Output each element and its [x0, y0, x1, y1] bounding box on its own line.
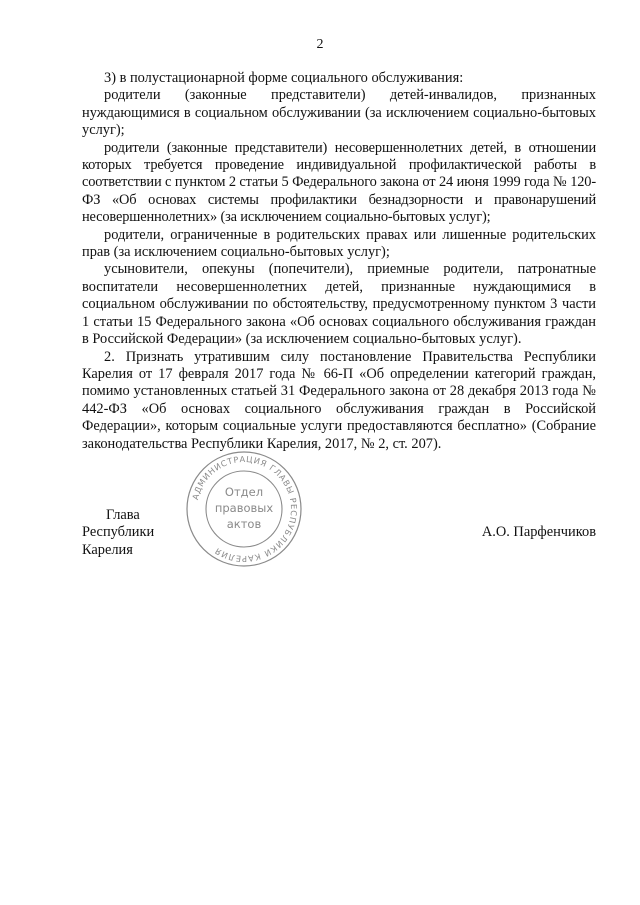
signer-title	[82, 507, 192, 559]
signer-title-line1: Глава	[106, 507, 140, 523]
paragraph-minors-parents: родители (законные представители) несовершеннолетних детей, в отношении которых требуется проведение индивидуальной профилактической работы в соответствии с пунктом 2 статьи 5 Федерального закона от 24 июня 1999 года № 120-ФЗ «Об основах системы профилактики безнадзорности и правонарушений несовершеннолетних» (за исключением социально-бытовых услуг);	[82, 139, 596, 226]
stamp-outer-text: АДМИНИСТРАЦИЯ ГЛАВЫ РЕСПУБЛИКИ КАРЕЛИЯ	[189, 453, 300, 565]
stamp-line1: Отдел	[224, 485, 264, 499]
signer-name: А.О. Парфенчиков	[481, 524, 596, 541]
page-number: 2	[316, 37, 324, 52]
document-body	[82, 70, 596, 453]
paragraph-disabled-children-parents: родители (законные представители) детей-инвалидов, признанных нуждающимися в социальном обслуживании (за исключением социально-бытовых услуг);	[82, 87, 596, 139]
paragraph-item-3: 3) в полустационарной форме социального обслуживания:	[104, 70, 464, 86]
stamp-line2: правовых	[214, 501, 274, 515]
stamp-line3: актов	[226, 517, 262, 531]
paragraph-adoptive-parents: усыновители, опекуны (попечители), приемные родители, патронатные воспитатели несовершеннолетних детей, признанные нуждающимися в социальном обслуживании по обстоятельству, предусмотренному пунктом 3 части 1 статьи 15 Федерального закона «Об основах социального обслуживания граждан в Российской Федерации» (за исключением социально-бытовых услуг).	[82, 261, 596, 348]
signer-title-line2: Республики Карелия	[82, 524, 155, 558]
paragraph-item-2-repeal: 2. Признать утратившим силу постановление Правительства Республики Карелия от 17 февраля 2017 года № 66-П «Об определении категорий граждан, помимо установленных статьей 31 Федерального закона от 28 декабря 2013 года № 442-ФЗ «Об основах социального обслуживания граждан в Российской Федерации», которым социальные услуги предоставляются бесплатно» (Собрание законодательства Республики Карелия, 2017, № 2, ст. 207).	[82, 348, 596, 452]
paragraph-restricted-parents: родители, ограниченные в родительских правах или лишенные родительских прав (за исключением социально-бытовых услуг);	[82, 226, 596, 261]
stamp-seal	[185, 450, 303, 568]
